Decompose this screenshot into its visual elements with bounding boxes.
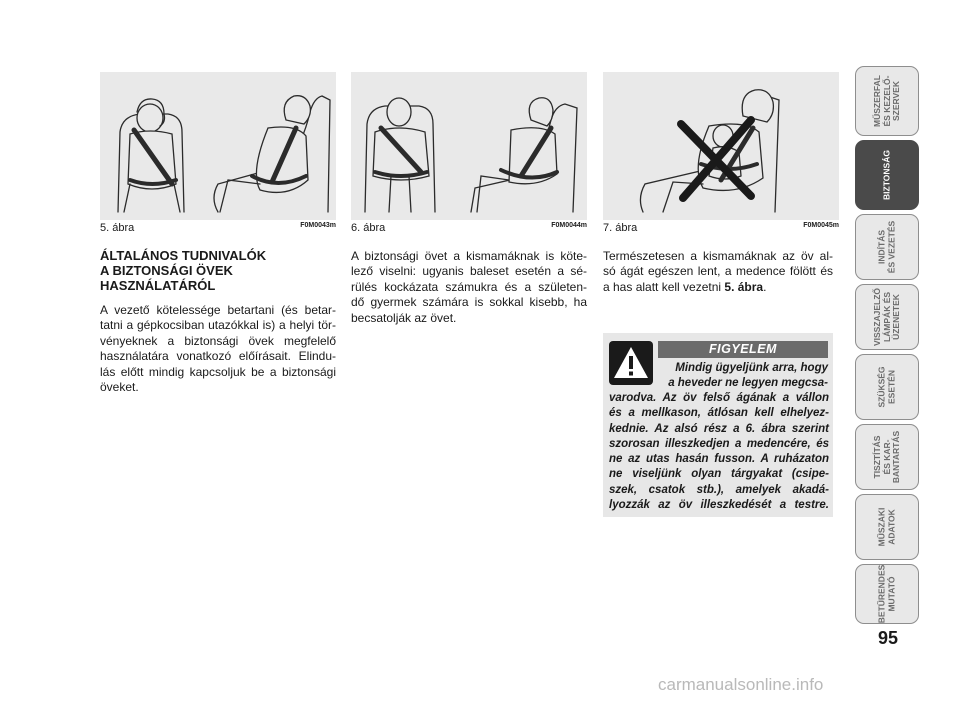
- watermark: carmanualsonline.info: [658, 675, 824, 694]
- text-line: használatára vonatkozó előírásait. Elindu-: [100, 349, 336, 364]
- tab-muszaki[interactable]: [855, 494, 919, 560]
- warning-text-body: [609, 391, 829, 513]
- text-line: Természetesen a kismamáknak az öv al-: [603, 249, 833, 263]
- intro-paragraph: [100, 303, 336, 395]
- text-line: só ágát egészen lent, a medence fölött és: [603, 264, 833, 279]
- warning-text-top: [658, 361, 828, 392]
- tab-label: MŰSZERFAL ÉS KEZELŐ- SZERVEK: [871, 75, 901, 127]
- page-number: 95: [877, 628, 899, 648]
- warning-line: Mindig ügyeljünk arra, hogy: [675, 362, 828, 374]
- text-line: lező viselni: ugyanis baleset esetén a sé-: [351, 264, 587, 279]
- text-line: öveket.: [100, 380, 139, 395]
- figure-code: F0M0044m: [551, 222, 587, 229]
- heading-line: A BIZTONSÁGI ÖVEK: [100, 263, 233, 278]
- tab-inditas[interactable]: [855, 214, 919, 280]
- tab-label: SZÜKSÉG ESETÉN: [876, 366, 896, 408]
- warning-line: kednie. Az alsó rész a 6. ábra szerint: [609, 422, 829, 435]
- tab-label: BIZTONSÁG: [881, 150, 892, 200]
- figure-6-caption: [351, 222, 587, 236]
- heading-line: ÁLTALÁNOS TUDNIVALÓK: [100, 248, 267, 263]
- figure-7-image: [603, 72, 839, 220]
- tab-label: MŰSZAKI ADATOK: [876, 507, 896, 547]
- warning-line: szek, csatok stb.), amelyek akadá-: [609, 483, 829, 496]
- tab-szukseg[interactable]: [855, 354, 919, 420]
- tab-label: BETŰRENDES MUTATÓ: [876, 564, 896, 624]
- text-line: tatni a gépkocsiban utazókkal is) a helyi tör-: [100, 318, 336, 333]
- heading-line: HASZNÁLATÁRÓL: [100, 278, 216, 293]
- warning-line: ne az utas hasán fusson. A ruházaton: [609, 453, 829, 466]
- tab-label: INDÍTÁS ÉS VEZETÉS: [876, 220, 896, 274]
- tab-betu[interactable]: [855, 564, 919, 624]
- text-line: lás előtt mindig kapcsoljuk be a biztonsági: [100, 364, 336, 379]
- text-line: becsatolják az övet.: [351, 310, 457, 325]
- figure-label: 7. ábra: [603, 222, 638, 234]
- text-line: A vezető kötelessége betartani (és betar-: [100, 303, 336, 317]
- lap-belt-paragraph: [603, 249, 833, 295]
- pregnancy-paragraph: [351, 249, 587, 326]
- tab-label: TISZTÍTÁS ÉS KAR- BANTARTÁS: [871, 430, 901, 484]
- figure-label: 6. ábra: [351, 222, 386, 234]
- text-line: [603, 280, 833, 295]
- figure-code: F0M0045m: [803, 222, 839, 229]
- warning-line: szorosan illeszkedjen a medencére, és: [609, 437, 829, 450]
- figure-code: F0M0043m: [300, 222, 336, 229]
- warning-triangle-icon: [609, 341, 653, 385]
- tab-label: VISSZAJELZŐ LÁMPÁK ÉS ÜZENETEK: [871, 287, 901, 347]
- warning-line: lyozzák az öv illeszkedését a testre.: [609, 499, 829, 512]
- warning-title: FIGYELEM: [658, 341, 828, 358]
- figure-reference: 5. ábra: [724, 279, 764, 294]
- text-line: A biztonsági övet a kismamáknak is köte-: [351, 249, 587, 263]
- tab-muszerfal[interactable]: [855, 66, 919, 136]
- text-fragment: .: [763, 279, 767, 294]
- tab-visszajelzo[interactable]: [855, 284, 919, 350]
- tab-biztonsag[interactable]: [855, 140, 919, 210]
- text-line: rülés kockázata számukra és a születen-: [351, 279, 587, 294]
- text-line: vényeknek a biztonsági övek megfelelő: [100, 333, 336, 348]
- figure-label: 5. ábra: [100, 222, 135, 234]
- figure-7-caption: [603, 222, 839, 236]
- warning-line: és a mellkason, átlósan kell elhelyez-: [609, 407, 829, 420]
- text-fragment: a has alatt kell vezetni: [603, 279, 725, 294]
- section-heading: [100, 248, 336, 293]
- warning-line: a heveder ne legyen megcsa-: [668, 377, 828, 390]
- warning-line: varodva. Az öv felső ágának a vállon: [609, 392, 829, 404]
- tab-tisztitas[interactable]: [855, 424, 919, 490]
- figure-6-image: [351, 72, 587, 220]
- warning-line: ne viseljünk olyan tárgyakat (csipe-: [609, 468, 829, 481]
- warning-box: [603, 333, 833, 517]
- text-line: dő gyermek számára is sokkal kisebb, ha: [351, 295, 587, 310]
- figure-5-image: [100, 72, 336, 220]
- figure-5-caption: [100, 222, 336, 236]
